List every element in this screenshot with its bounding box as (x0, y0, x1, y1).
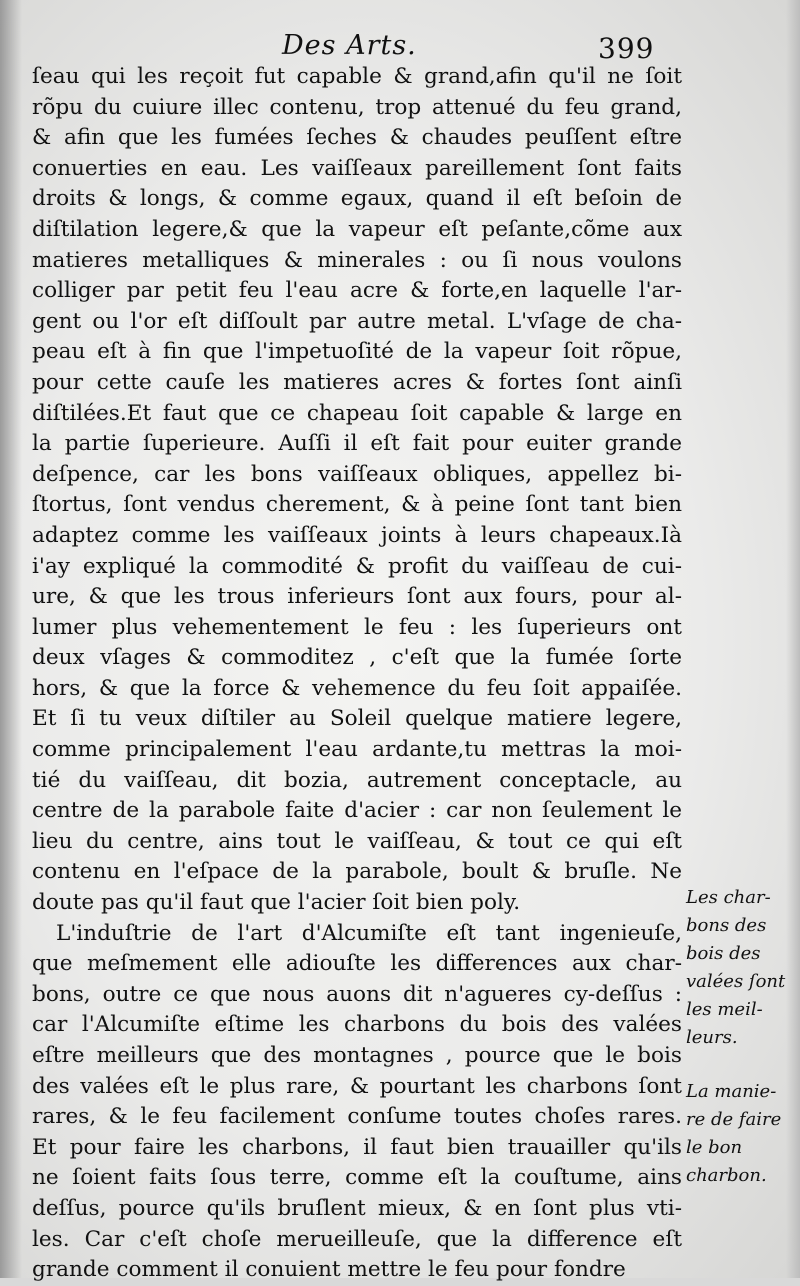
margin-note-line: bons des (686, 915, 767, 936)
text-line: gent ou l'or eſt diſſoult par autre metal. L'vſage de cha- (32, 308, 682, 334)
margin-note-line: bois des (686, 943, 761, 964)
margin-note-charcoal-making (686, 1078, 796, 1190)
text-line: matieres metalliques & minerales : ou ſi nous voulons (32, 247, 682, 273)
text-line: i'ay expliqué la commodité & profit du vaiſſeau de cui- (32, 553, 682, 579)
text-line: lumer plus vehementement le feu : les ſuperieurs ont (32, 614, 682, 640)
text-line: bons, outre ce que nous auons dit n'agueres cy-deſſus : (32, 981, 682, 1007)
text-line: ſeau qui les reçoit fut capable & grand,afin qu'il ne ſoit (32, 64, 682, 89)
text-line: lieu du centre, ains tout le vaiſſeau, & tout ce qui eſt (32, 828, 682, 854)
gutter-shadow (0, 0, 22, 1278)
text-line: deſſus, pource qu'ils bruſlent mieux, & en ſont plus vti- (32, 1195, 682, 1221)
text-line: les. Car c'eſt choſe merueilleuſe, que la difference eſt (32, 1226, 682, 1252)
text-line: la partie ſuperieure. Auſſi il eſt fait pour euiter grande (32, 431, 682, 457)
text-line: hors, & que la force & vehemence du feu ſoit appaiſée. (32, 675, 682, 701)
text-line: ure, & que les trous inferieurs ſont aux fours, pour al- (32, 584, 682, 610)
text-line: deſpence, car les bons vaiſſeaux obliques, appellez bi- (32, 461, 682, 487)
text-line: diſtilation legere,& que la vapeur eſt peſante,cõme aux (32, 216, 682, 242)
margin-note-line: Les char- (686, 887, 771, 908)
body-text (32, 62, 682, 1286)
text-line: des valées eſt le plus rare, & pourtant les charbons ſont (32, 1073, 682, 1099)
margin-note-line: les meil- (686, 999, 763, 1020)
text-line: comme principalement l'eau ardante,tu mettras la moi- (32, 737, 682, 763)
text-line: que meſmement elle adiouſte les differences aux char- (32, 951, 682, 977)
text-line: centre de la parabole faite d'acier : car non ſeulement le (32, 798, 682, 824)
text-line: ne ſoient faits ſous terre, comme eſt la couſtume, ains (32, 1165, 682, 1191)
paragraph-start-line: L'induſtrie de l'art d'Alcumiſte eſt tant ingenieuſe, (56, 920, 682, 946)
margin-note-line: charbon. (686, 1165, 767, 1186)
margin-note-line: valées ſont (686, 971, 786, 992)
text-line: Et pour faire les charbons, il faut bien trauailler qu'ils (32, 1134, 682, 1160)
text-line: adaptez comme les vaiſſeaux joints à leurs chapeaux.Ià (32, 522, 682, 548)
text-line: car l'Alcumiſte eſtime les charbons du bois des valées (32, 1012, 682, 1038)
paragraph-end-line: doute pas qu'il faut que l'acier ſoit bien poly. (32, 890, 521, 916)
text-line: ſtortus, ſont vendus cherement, & à peine ſont tant bien (32, 492, 682, 518)
text-line: & afin que les fumées ſeches & chaudes peuſſent eſtre (32, 125, 682, 151)
text-line: peau eſt à fin que l'impetuoſité de la vapeur ſoit rõpue, (32, 339, 682, 365)
running-head: Des Arts. (282, 30, 417, 61)
margin-note-line: La manie- (686, 1081, 777, 1102)
text-line: eſtre meilleurs que des montagnes , pource que le bois (32, 1043, 682, 1068)
page-number: 399 (598, 32, 655, 65)
text-line: Et ſi tu veux diſtiler au Soleil quelque matiere legere, (32, 706, 682, 732)
margin-note-charcoal-valleys (686, 884, 796, 1052)
text-line: contenu en l'eſpace de la parabole, boult & bruſle. Ne (32, 859, 682, 885)
text-line: diſtilées.Et faut que ce chapeau ſoit capable & large en (32, 400, 682, 426)
text-line: pour cette cauſe les matieres acres & fortes ſont ainſi (32, 369, 682, 395)
text-line: conuerties en eau. Les vaiſſeaux pareillement ſont faits (32, 155, 682, 181)
margin-note-line: re de faire (686, 1109, 782, 1130)
text-line: colliger par petit feu l'eau acre & forte,en laquelle l'ar- (32, 278, 682, 304)
text-line: droits & longs, & comme egaux, quand il eſt beſoin de (32, 186, 682, 212)
margin-note-line: le bon (686, 1137, 743, 1158)
text-line: rõpu du cuiure illec contenu, trop attenué du feu grand, (32, 94, 682, 120)
text-line: tié du vaiſſeau, dit bozia, autrement conceptacle, au (32, 767, 682, 793)
text-line: grande comment il conuient mettre le feu pour fondre (32, 1257, 626, 1283)
text-line: rares, & le feu facilement conſume toutes choſes rares. (32, 1104, 682, 1130)
text-line: deux vſages & commoditez , c'eſt que la fumée ſorte (32, 645, 682, 671)
margin-note-line: leurs. (686, 1027, 738, 1048)
